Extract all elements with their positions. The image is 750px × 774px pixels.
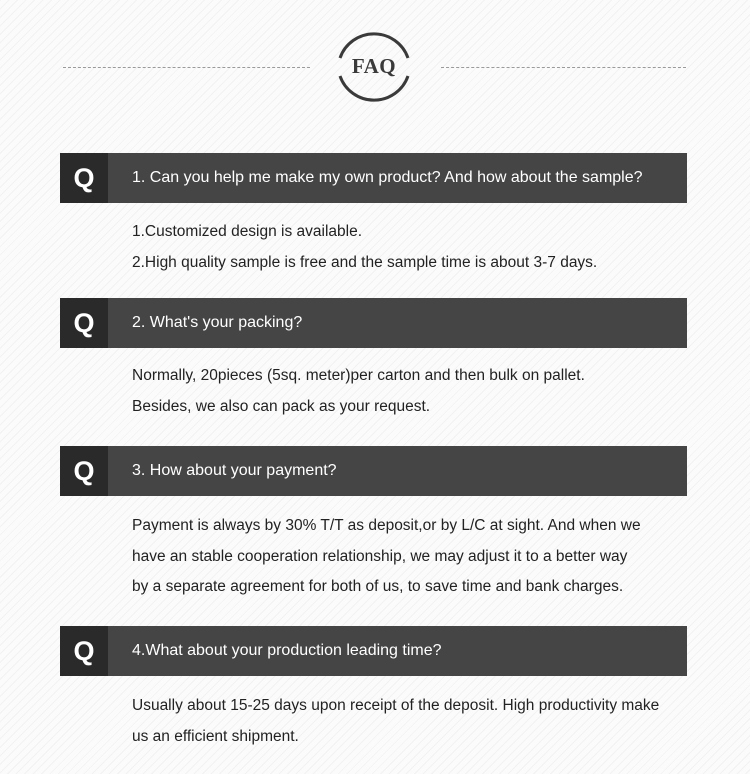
q-icon-box <box>60 446 108 496</box>
q-icon-box <box>60 298 108 348</box>
q-letter-icon: Q <box>73 636 95 666</box>
q-letter-icon: Q <box>73 163 95 193</box>
answer-block-1 <box>132 217 692 278</box>
q-icon-box <box>60 626 108 676</box>
answer-line: 1.Customized design is available. <box>132 223 363 240</box>
q-icon-box <box>60 153 108 203</box>
question-text: 4.What about your production leading time? <box>132 642 442 659</box>
answer-block-2 <box>132 361 692 422</box>
question-text: 2. What's your packing? <box>132 314 303 331</box>
answer-line: 2.High quality sample is free and the sample time is about 3-7 days. <box>132 253 598 271</box>
question-bar-2 <box>60 298 687 348</box>
question-bar-3 <box>60 446 687 496</box>
right-divider <box>441 67 686 68</box>
answer-line: Normally, 20pieces (5sq. meter)per carton and then bulk on pallet. <box>132 367 585 384</box>
answer-block-4 <box>132 691 692 752</box>
q-letter-icon: Q <box>73 308 95 338</box>
answer-block-3 <box>132 511 692 603</box>
answer-line: Usually about 15-25 days upon receipt of the deposit. High productivity make <box>132 697 660 714</box>
question-bar-1 <box>60 153 687 203</box>
faq-header <box>0 0 750 130</box>
page-title: FAQ <box>351 54 397 78</box>
answer-line: Payment is always by 30% T/T as deposit,or by L/C at sight. And when we <box>132 517 641 534</box>
answer-line: by a separate agreement for both of us, to save time and bank charges. <box>132 578 624 595</box>
left-divider <box>63 67 310 68</box>
question-text: 3. How about your payment? <box>132 462 337 479</box>
answer-line: Besides, we also can pack as your request. <box>132 397 431 415</box>
q-letter-icon: Q <box>73 456 95 486</box>
question-bar-4 <box>60 626 687 676</box>
answer-line: us an efficient shipment. <box>132 727 299 745</box>
question-text: 1. Can you help me make my own product? And how about the sample? <box>132 169 643 186</box>
answer-line: have an stable cooperation relationship, we may adjust it to a better way <box>132 547 628 565</box>
